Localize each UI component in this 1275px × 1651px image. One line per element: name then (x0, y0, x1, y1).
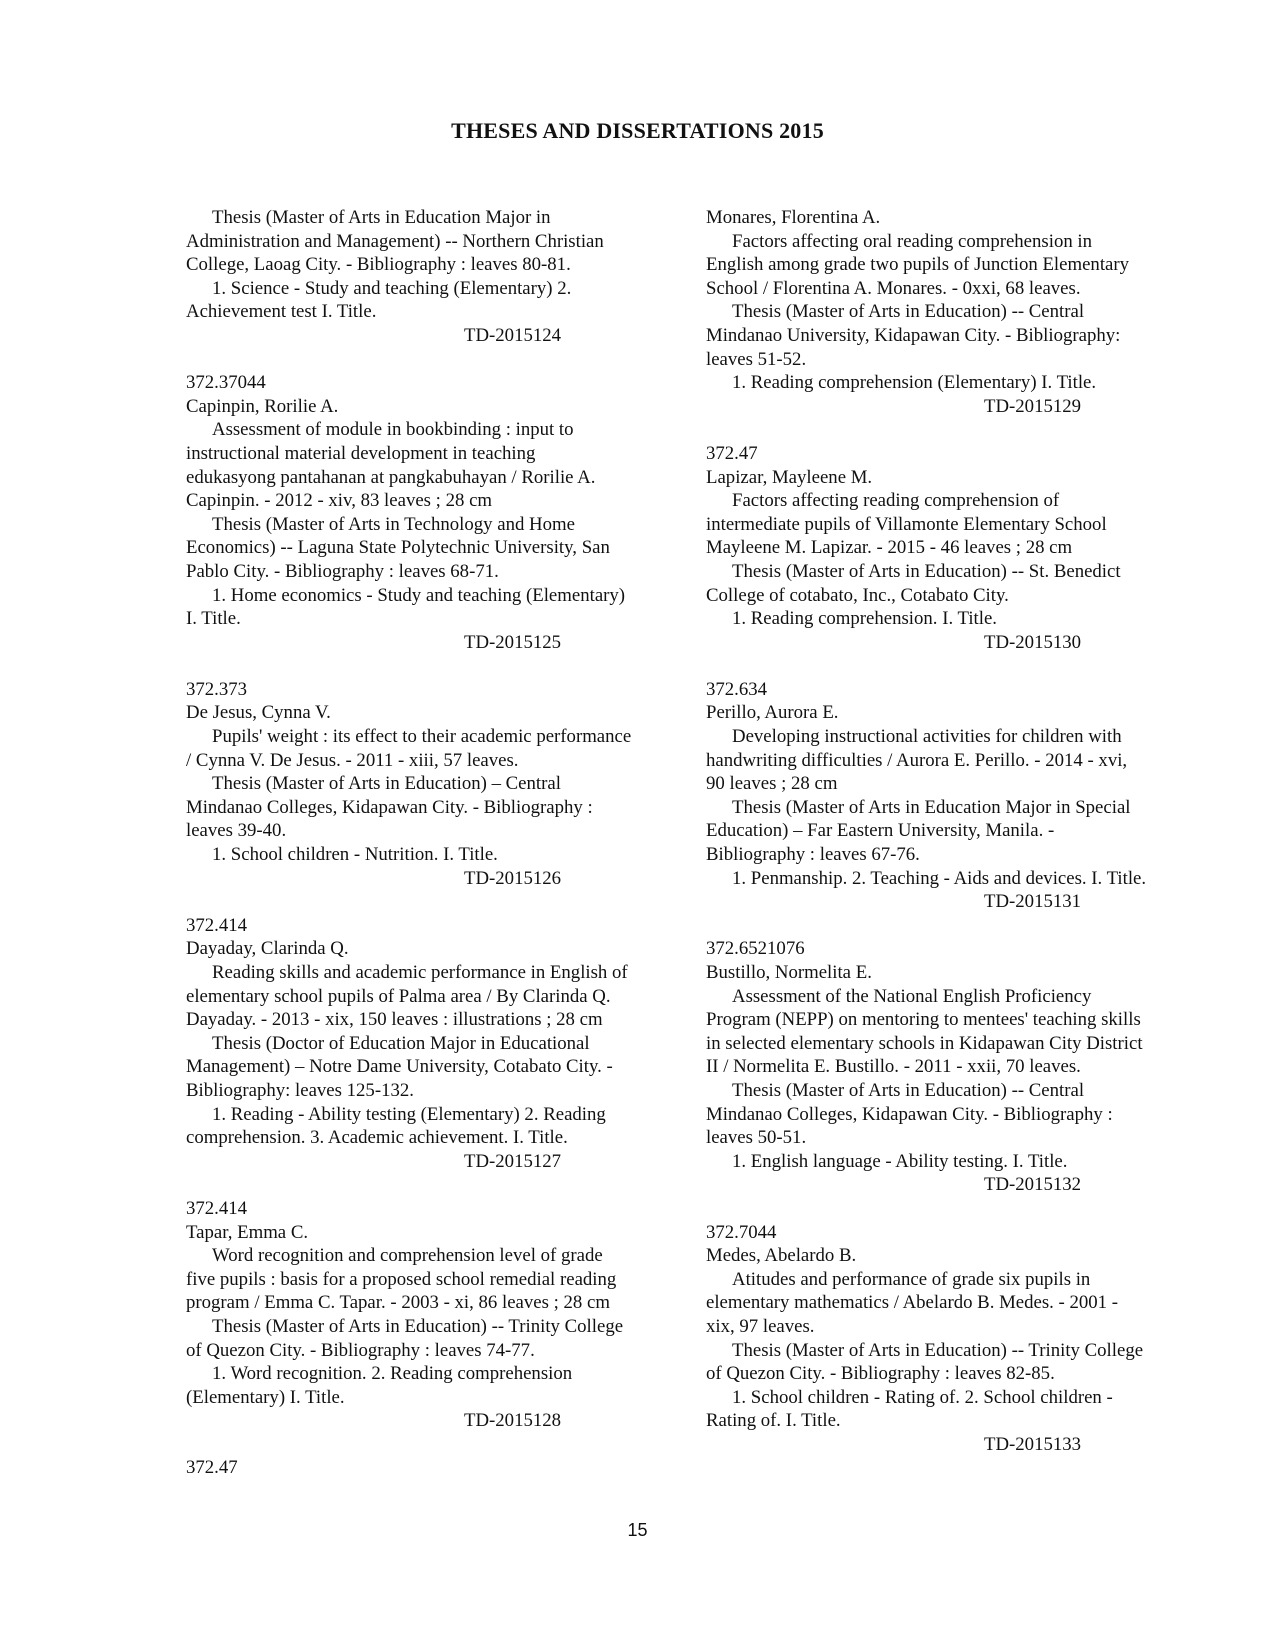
left-column (186, 206, 672, 1480)
entry-spacer (186, 890, 672, 914)
catalog-line: Reading skills and academic performance in English of (212, 962, 628, 983)
catalog-line: Thesis (Master of Arts in Education Major in (212, 207, 551, 228)
accession-number: TD-2015131 (984, 891, 1082, 913)
accession-number: TD-2015129 (984, 395, 1082, 417)
page-title: THESES AND DISSERTATIONS 2015 (451, 118, 824, 143)
catalog-line: / Cynna V. De Jesus. - 2011 - xiii, 57 leaves. (186, 749, 519, 771)
catalog-line: Medes, Abelardo B. (706, 1245, 857, 1267)
catalog-line: comprehension. 3. Academic achievement. I. Title. (186, 1127, 568, 1149)
catalog-line: 372.47 (186, 1457, 238, 1479)
catalog-line: instructional material development in teaching (186, 442, 536, 464)
catalog-line: English among grade two pupils of Junction Elementary (706, 254, 1130, 276)
catalog-line: Capinpin. - 2012 - xiv, 83 leaves ; 28 cm (186, 490, 493, 512)
entry-spacer (706, 418, 1194, 442)
catalog-line: Bibliography: leaves 125-132. (186, 1079, 414, 1101)
accession-number: TD-2015133 (984, 1433, 1082, 1455)
catalog-line: elementary mathematics / Abelardo B. Medes. - 2001 - (706, 1292, 1119, 1314)
catalog-line: Thesis (Master of Arts in Education) -- Central (732, 301, 1085, 323)
catalog-line: Bibliography : leaves 67-76. (706, 844, 920, 866)
catalog-line: Pupils' weight : its effect to their academic performance (212, 726, 632, 748)
catalog-line: Monares, Florentina A. (706, 207, 881, 228)
catalog-line: of Quezon City. - Bibliography : leaves 82-85. (706, 1363, 1055, 1385)
catalog-line: Developing instructional activities for children with (732, 726, 1122, 748)
catalog-line: program / Emma C. Tapar. - 2003 - xi, 86 leaves ; 28 cm (186, 1292, 610, 1314)
catalog-line: 372.37044 (186, 372, 266, 394)
entry-spacer (186, 654, 672, 678)
catalog-line: Thesis (Master of Arts in Education) -- Central (732, 1079, 1085, 1101)
catalog-line: 372.414 (186, 1197, 248, 1219)
entry-spacer (706, 914, 1194, 938)
catalog-line: Pablo City. - Bibliography : leaves 68-71. (186, 560, 499, 582)
catalog-line: Thesis (Doctor of Education Major in Educational (212, 1032, 590, 1054)
accession-number: TD-2015127 (464, 1150, 562, 1172)
catalog-line: Mindanao University, Kidapawan City. - Bibliography: (706, 324, 1121, 346)
catalog-line: 372.6521076 (706, 938, 805, 960)
catalog-line: leaves 51-52. (706, 348, 807, 370)
catalog-line: Atitudes and performance of grade six pupils in (732, 1268, 1091, 1290)
entry-spacer (186, 1173, 672, 1197)
entry-spacer (706, 1197, 1194, 1221)
right-column (706, 206, 1194, 1456)
catalog-line: 1. School children - Nutrition. I. Title. (212, 844, 498, 866)
accession-number: TD-2015130 (984, 631, 1082, 653)
catalog-line: 372.7044 (706, 1221, 777, 1243)
catalog-line: 1. Reading comprehension. I. Title. (732, 608, 998, 630)
catalog-line: Education) – Far Eastern University, Manila. - (706, 820, 1055, 842)
catalog-line: 1. Home economics - Study and teaching (Elementary) (212, 584, 626, 606)
catalog-line: Tapar, Emma C. (186, 1221, 309, 1243)
catalog-line: Mindanao Colleges, Kidapawan City. - Bibliography : (706, 1103, 1113, 1125)
catalog-line: Thesis (Master of Arts in Education) – Central (212, 773, 561, 795)
page-number: 15 (627, 1520, 648, 1540)
catalog-line: edukasyong pantahanan at pangkabuhayan / Rorilie A. (186, 466, 596, 488)
catalog-line: Factors affecting oral reading comprehension in (732, 230, 1093, 252)
catalog-line: Assessment of the National English Proficiency (732, 985, 1092, 1007)
catalog-line: 1. Science - Study and teaching (Elementary) 2. (212, 277, 572, 299)
catalog-line: Thesis (Master of Arts in Education) -- St. Benedict (732, 560, 1121, 582)
catalog-line: of Quezon City. - Bibliography : leaves 74-77. (186, 1339, 535, 1361)
entry-spacer (706, 654, 1194, 678)
catalog-line: Assessment of module in bookbinding : input to (212, 419, 574, 441)
catalog-line: five pupils : basis for a proposed school remedial reading (186, 1268, 617, 1290)
catalog-line: Factors affecting reading comprehension of (732, 490, 1060, 512)
catalog-line: Dayaday, Clarinda Q. (186, 938, 349, 960)
catalog-line: Thesis (Master of Arts in Technology and Home (212, 513, 575, 535)
catalog-line: 1. Reading comprehension (Elementary) I. Title. (732, 372, 1097, 394)
catalog-line: handwriting difficulties / Aurora E. Perillo. - 2014 - xvi, (706, 749, 1128, 771)
catalog-line: II / Normelita E. Bustillo. - 2011 - xxii, 70 leaves. (706, 1056, 1081, 1078)
catalog-line: Mindanao Colleges, Kidapawan City. - Bibliography : (186, 796, 593, 818)
catalog-line: 1. School children - Rating of. 2. School children - (732, 1386, 1113, 1408)
catalog-line: College of cotabato, Inc., Cotabato City. (706, 584, 1009, 606)
accession-number: TD-2015125 (464, 631, 562, 653)
catalog-line: Rating of. I. Title. (706, 1410, 841, 1432)
catalog-line: 1. Reading - Ability testing (Elementary) 2. Reading (212, 1103, 606, 1125)
catalog-line: De Jesus, Cynna V. (186, 702, 331, 724)
catalog-line: Economics) -- Laguna State Polytechnic University, San (186, 537, 610, 559)
catalog-line: 372.414 (186, 914, 248, 936)
accession-number: TD-2015132 (984, 1174, 1082, 1196)
catalog-line: 1. English language - Ability testing. I. Title. (732, 1150, 1068, 1172)
catalog-line: leaves 39-40. (186, 820, 287, 842)
catalog-line: intermediate pupils of Villamonte Elementary School (706, 513, 1107, 535)
catalog-line: College, Laoag City. - Bibliography : leaves 80-81. (186, 254, 571, 276)
catalog-line: xix, 97 leaves. (706, 1315, 815, 1337)
catalog-line: Capinpin, Rorilie A. (186, 395, 339, 417)
catalog-line: elementary school pupils of Palma area / By Clarinda Q. (186, 985, 611, 1007)
catalog-line: Program (NEPP) on mentoring to mentees' teaching skills (706, 1009, 1141, 1031)
entry-spacer (186, 348, 672, 372)
catalog-line: Achievement test I. Title. (186, 301, 377, 323)
catalog-line: Bustillo, Normelita E. (706, 962, 872, 983)
catalog-line: Mayleene M. Lapizar. - 2015 - 46 leaves ; 28 cm (706, 537, 1073, 559)
catalog-line: Thesis (Master of Arts in Education) -- Trinity College (732, 1339, 1144, 1361)
catalog-line: Thesis (Master of Arts in Education) -- Trinity College (212, 1315, 624, 1337)
catalog-line: Administration and Management) -- Northern Christian (186, 230, 604, 252)
catalog-line: 1. Penmanship. 2. Teaching - Aids and devices. I. Title. (732, 867, 1147, 889)
accession-number: TD-2015128 (464, 1410, 562, 1432)
catalog-line: leaves 50-51. (706, 1127, 807, 1149)
catalog-line: 372.373 (186, 678, 248, 700)
catalog-line: I. Title. (186, 608, 241, 630)
catalog-line: 372.634 (706, 678, 768, 700)
catalog-line: Thesis (Master of Arts in Education Major in Special (732, 796, 1131, 818)
catalog-line: Perillo, Aurora E. (706, 702, 839, 724)
catalog-line: School / Florentina A. Monares. - 0xxi, 68 leaves. (706, 277, 1081, 299)
catalog-line: Word recognition and comprehension level of grade (212, 1245, 603, 1267)
catalog-line: 90 leaves ; 28 cm (706, 773, 838, 795)
catalog-line: 1. Word recognition. 2. Reading comprehension (212, 1363, 573, 1385)
entry-spacer (186, 1433, 672, 1457)
accession-number: TD-2015126 (464, 867, 562, 889)
accession-number: TD-2015124 (464, 324, 562, 346)
catalog-line: 372.47 (706, 442, 758, 464)
catalog-line: Management) – Notre Dame University, Cotabato City. - (186, 1056, 613, 1078)
catalog-line: Lapizar, Mayleene M. (706, 466, 873, 488)
catalog-line: in selected elementary schools in Kidapawan City District (706, 1032, 1143, 1054)
catalog-line: (Elementary) I. Title. (186, 1386, 345, 1408)
catalog-line: Dayaday. - 2013 - xix, 150 leaves : illustrations ; 28 cm (186, 1009, 603, 1031)
